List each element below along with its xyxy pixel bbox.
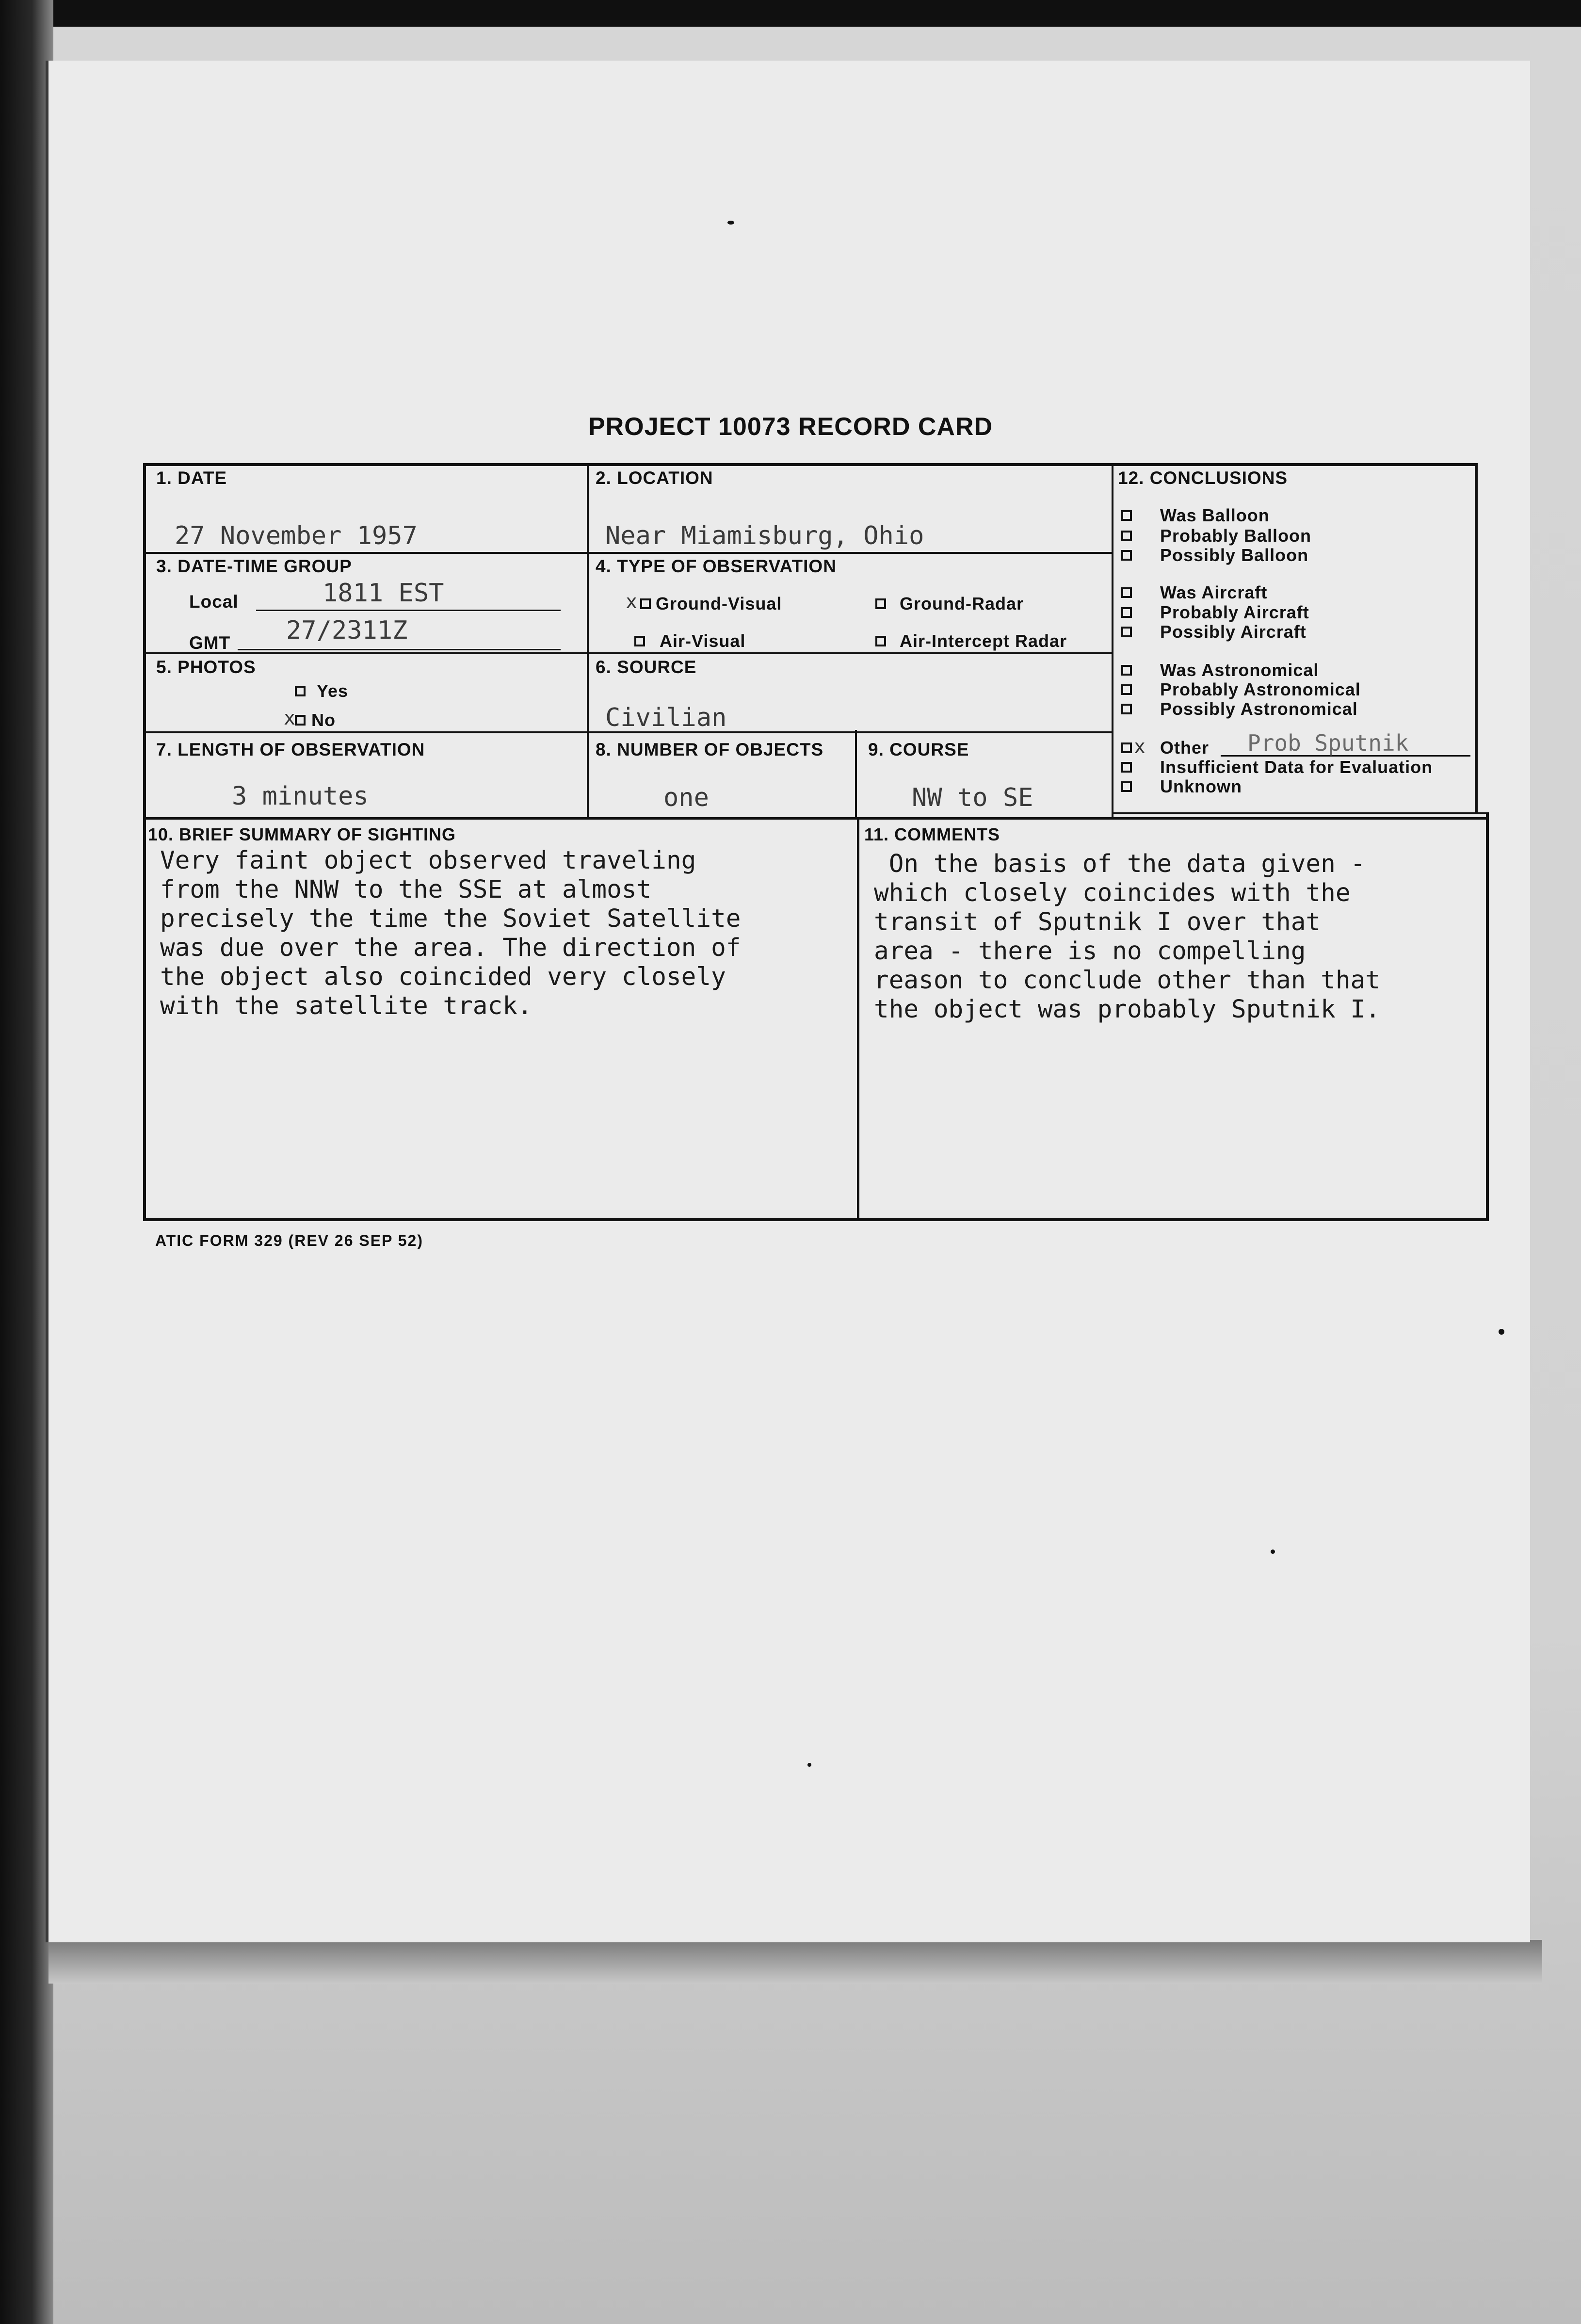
photos-label: 5. PHOTOS: [156, 657, 256, 677]
scan-speck: [807, 1763, 811, 1767]
paper-shadow: [48, 1940, 1542, 1984]
comment-line: the object was probably Sputnik I.: [874, 995, 1380, 1024]
gmt-underline: [238, 649, 561, 650]
checkbox-icon: [295, 686, 306, 696]
scan-speck: [727, 221, 734, 225]
option-label: Air-Visual: [660, 631, 746, 651]
option-label: Other: [1160, 738, 1210, 758]
comment-line: area - there is no compelling: [874, 937, 1306, 966]
scan-left-edge: [0, 0, 53, 2324]
comment-line: transit of Sputnik I over that: [874, 908, 1321, 936]
form-border-left: [143, 463, 146, 1221]
option-label: Probably Astronomical: [1160, 679, 1361, 699]
form-border-bottom: [143, 1218, 1489, 1221]
checkbox-icon: [1121, 587, 1132, 598]
number-of-objects-label: 8. NUMBER OF OBJECTS: [596, 740, 824, 759]
local-time-label: Local: [189, 592, 239, 612]
divider-summary-comments: [857, 817, 859, 1221]
option-label: Was Astronomical: [1160, 660, 1319, 680]
other-value: Prob Sputnik: [1247, 730, 1409, 756]
date-time-group-label: 3. DATE-TIME GROUP: [156, 556, 352, 576]
option-label: Possibly Astronomical: [1160, 699, 1358, 719]
checkbox-icon: [1121, 531, 1132, 541]
divider-row4: [143, 817, 1489, 820]
checkbox-icon: [634, 636, 645, 646]
checked-x-mark: x: [1134, 736, 1146, 758]
scan-top-edge: [0, 0, 1581, 27]
summary-line: with the satellite track.: [160, 992, 532, 1020]
option-label: Was Balloon: [1160, 505, 1270, 525]
course-label: 9. COURSE: [868, 740, 969, 759]
brief-summary-label: 10. BRIEF SUMMARY OF SIGHTING: [148, 824, 456, 844]
option-label: Unknown: [1160, 776, 1242, 796]
length-of-observation-value: 3 minutes: [232, 782, 369, 811]
summary-line: from the NNW to the SSE at almost: [160, 875, 652, 904]
checkbox-icon: [1121, 627, 1132, 637]
summary-line: Very faint object observed traveling: [160, 846, 696, 875]
form-border-top: [143, 463, 1478, 466]
option-label: Possibly Balloon: [1160, 545, 1309, 565]
form-number-footer: ATIC FORM 329 (REV 26 SEP 52): [155, 1232, 423, 1249]
divider-conclusions-bottom: [1112, 812, 1487, 814]
form-border-right: [1475, 463, 1478, 812]
comments-label: 11. COMMENTS: [864, 824, 1000, 844]
option-label: Yes: [317, 681, 349, 701]
option-label: Insufficient Data for Evaluation: [1160, 757, 1433, 777]
gmt-value: 27/2311Z: [286, 616, 408, 645]
source-value: Civilian: [605, 703, 727, 732]
checkbox-icon: [1121, 684, 1132, 695]
conclusions-label: 12. CONCLUSIONS: [1118, 468, 1288, 488]
option-label: Probably Balloon: [1160, 526, 1312, 546]
number-of-objects-value: one: [663, 783, 709, 812]
checkbox-icon: [1121, 762, 1132, 773]
form-border-right-lower: [1486, 812, 1489, 1221]
summary-line: the object also coincided very closely: [160, 963, 726, 991]
divider-row1: [143, 552, 1113, 554]
checkbox-icon: [1121, 704, 1132, 714]
option-label: Ground-Radar: [900, 594, 1024, 613]
length-of-observation-label: 7. LENGTH OF OBSERVATION: [156, 740, 425, 759]
checkbox-icon: [875, 598, 886, 609]
scan-speck: [1271, 1549, 1275, 1554]
source-label: 6. SOURCE: [596, 657, 697, 677]
checked-x-mark: x: [284, 707, 296, 729]
divider-col-conclusions: [1112, 463, 1113, 817]
comment-line: On the basis of the data given -: [874, 850, 1366, 878]
location-value: Near Miamisburg, Ohio: [605, 521, 924, 550]
checked-x-mark: x: [626, 591, 638, 613]
checkbox-icon: [1121, 510, 1132, 521]
comment-line: which closely coincides with the: [874, 879, 1351, 907]
option-label: No: [311, 710, 336, 730]
divider-objects-course: [855, 730, 857, 817]
course-value: NW to SE: [912, 783, 1033, 812]
divider-row2: [143, 652, 1113, 654]
checkbox-icon: [640, 598, 651, 609]
location-label: 2. LOCATION: [596, 468, 713, 488]
card-title: PROJECT 10073 RECORD CARD: [588, 413, 993, 441]
local-time-underline: [256, 610, 561, 611]
checkbox-icon: [1121, 607, 1132, 618]
local-time-value: 1811 EST: [323, 579, 444, 608]
option-label: Ground-Visual: [656, 594, 782, 613]
summary-line: was due over the area. The direction of: [160, 934, 741, 962]
checkbox-icon: [1121, 742, 1132, 753]
divider-col1: [587, 463, 589, 817]
date-label: 1. DATE: [156, 468, 227, 488]
checkbox-icon: [875, 636, 886, 646]
gmt-label: GMT: [189, 633, 231, 653]
option-label: Was Aircraft: [1160, 582, 1268, 602]
date-value: 27 November 1957: [175, 521, 418, 550]
option-label: Probably Aircraft: [1160, 602, 1309, 622]
checkbox-icon: [1121, 550, 1132, 561]
option-label: Possibly Aircraft: [1160, 622, 1307, 642]
comment-line: reason to conclude other than that: [874, 966, 1380, 995]
summary-line: precisely the time the Soviet Satellite: [160, 904, 741, 933]
checkbox-icon: [1121, 781, 1132, 792]
option-label: Air-Intercept Radar: [900, 631, 1067, 651]
scan-speck: [1499, 1329, 1504, 1335]
type-of-observation-label: 4. TYPE OF OBSERVATION: [596, 556, 837, 576]
checkbox-icon: [295, 715, 306, 726]
checkbox-icon: [1121, 665, 1132, 676]
